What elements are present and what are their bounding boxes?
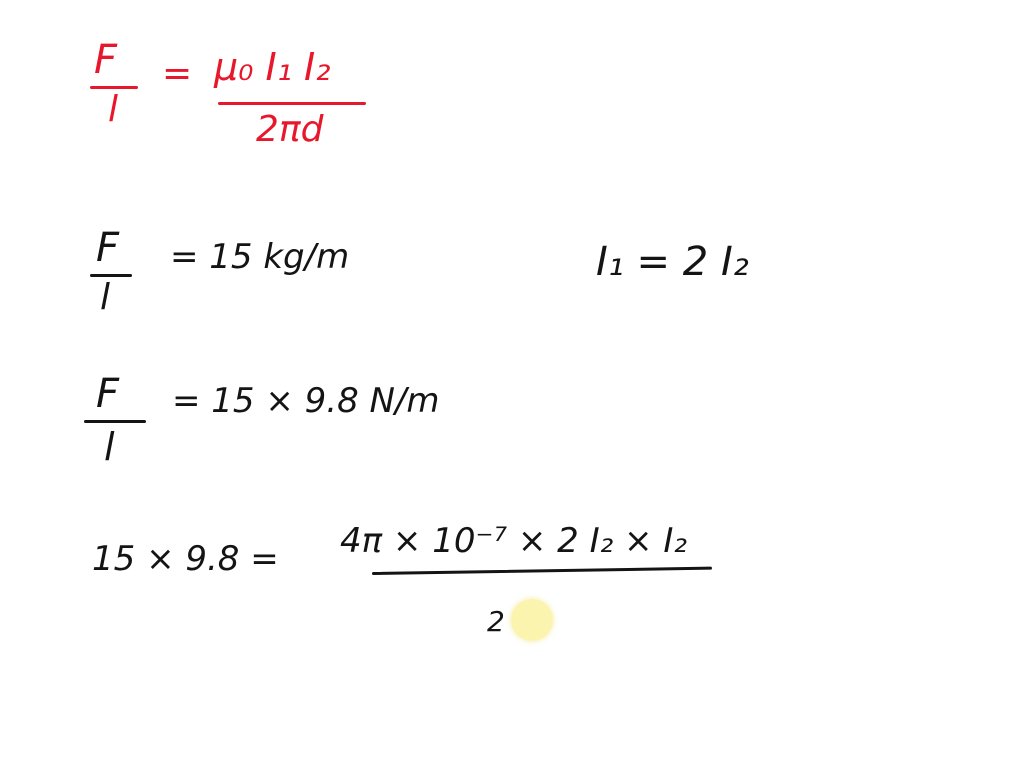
current-relation: I₁ = 2 I₂	[596, 239, 749, 285]
line2-lhs-numerator: F	[96, 371, 120, 417]
line2-lhs-denominator: l	[104, 425, 115, 469]
line1-rhs: = 15 kg/m	[170, 237, 350, 277]
line2-rhs: = 15 × 9.8 N/m	[172, 381, 440, 421]
formula-equals: =	[162, 53, 193, 94]
line3-rhs-numerator: 4π × 10⁻⁷ × 2 I₂ × I₂	[340, 521, 688, 561]
line2-fraction-bar	[84, 420, 146, 423]
formula-lhs-denominator: l	[108, 89, 119, 130]
line3-lhs: 15 × 9.8 =	[92, 539, 279, 579]
pen-cursor-highlight	[511, 599, 553, 641]
formula-lhs-numerator: F	[94, 37, 118, 83]
formula-rhs-fraction-bar	[218, 102, 366, 105]
line1-fraction-bar	[90, 274, 132, 277]
line3-fraction-bar	[372, 567, 712, 575]
formula-rhs-numerator: μ₀ I₁ I₂	[214, 45, 331, 89]
line1-lhs-denominator: l	[100, 277, 111, 318]
formula-rhs-denominator: 2πd	[256, 109, 324, 150]
line1-lhs-numerator: F	[96, 225, 120, 271]
line3-rhs-denominator-partial: 2	[487, 605, 505, 638]
